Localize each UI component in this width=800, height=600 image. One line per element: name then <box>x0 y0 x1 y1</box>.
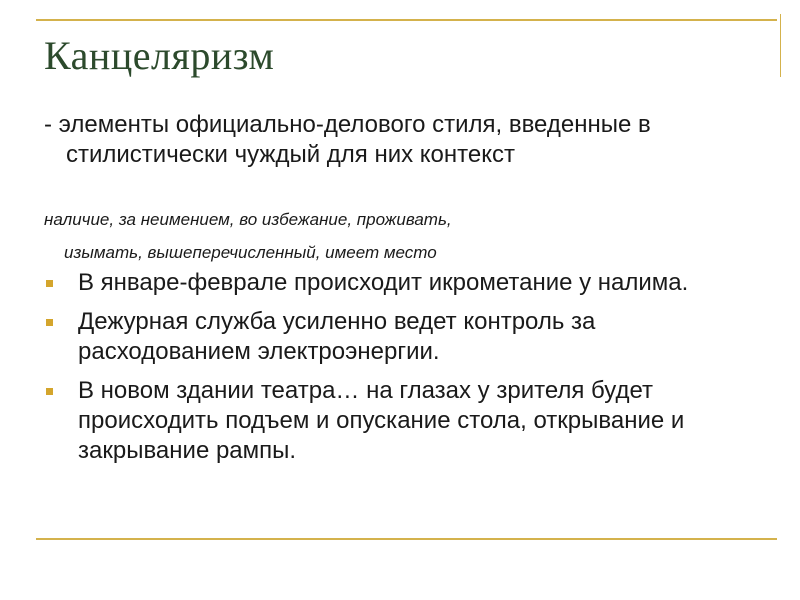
bullet-item <box>44 376 744 466</box>
square-bullet-icon <box>46 388 53 395</box>
corner-divider <box>780 14 781 77</box>
square-bullet-icon <box>46 319 53 326</box>
examples-line-1: наличие, за неимением, во избежание, проживать, <box>44 210 452 229</box>
slide-title: Канцеляризм <box>44 33 275 78</box>
examples-block <box>44 203 744 269</box>
bullet-list <box>44 268 744 475</box>
definition-text: - элементы официально-делового стиля, введенные в стилистически чуждый для них контекст <box>44 111 651 168</box>
bullet-text: Дежурная служба усиленно ведет контроль за расходованием электроэнергии. <box>78 308 596 365</box>
bullet-item <box>44 307 744 367</box>
bullet-item <box>44 268 744 298</box>
bottom-divider <box>36 538 777 540</box>
examples-line-2: изымать, вышеперечисленный, имеет место <box>64 243 437 262</box>
bullet-text: В новом здании театра… на глазах у зрителя будет происходить подъем и опускание стола, открывание и закрывание рампы. <box>78 377 685 464</box>
top-divider <box>36 19 777 21</box>
square-bullet-icon <box>46 280 53 287</box>
bullet-text: В январе-феврале происходит икрометание у налима. <box>78 269 689 296</box>
